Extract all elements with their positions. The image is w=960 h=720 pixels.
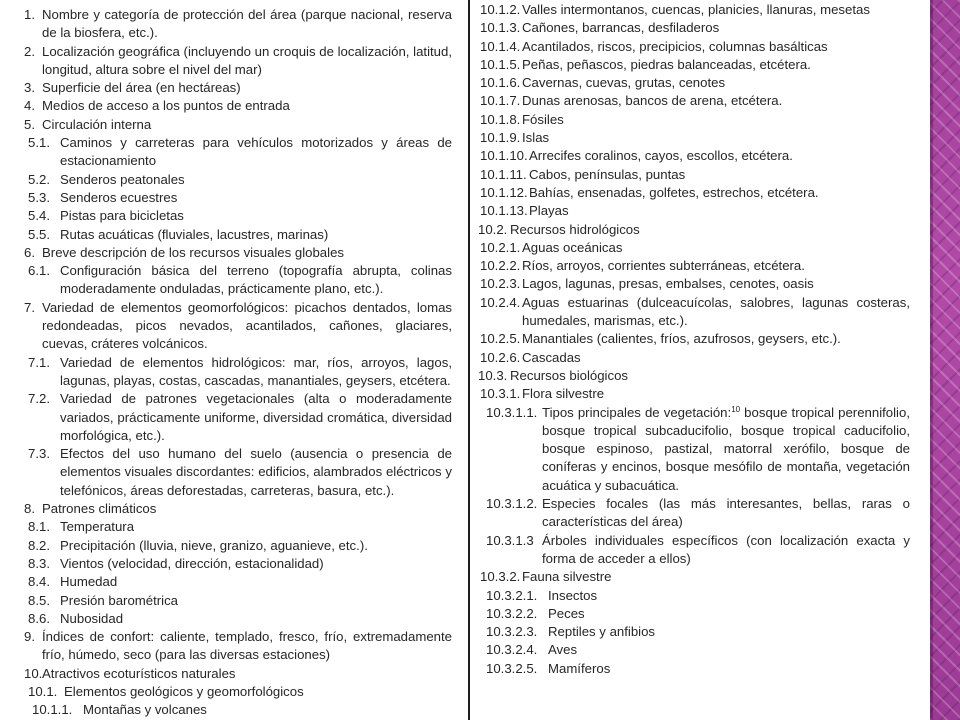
- item-text: Vientos (velocidad, dirección, estacionalidad): [60, 555, 324, 571]
- item-number: 10.1.: [28, 683, 58, 699]
- item-number: 8.6.: [28, 610, 50, 626]
- item-text: Fauna silvestre: [522, 569, 612, 585]
- item-number: 10.3.2.5.: [486, 660, 538, 676]
- item-number: 10.3.1.1.: [486, 404, 538, 420]
- outline-item: [480, 239, 910, 257]
- item-text: Variedad de patrones vegetacionales (alta o moderadamente variados, prácticamente uniforme, diversidad cromática, diversidad morfológica, etc.).: [60, 391, 452, 443]
- item-text: Recursos hidrológicos: [510, 221, 640, 237]
- item-text: Peñas, peñascos, piedras balanceadas, etcétera.: [522, 56, 811, 72]
- item-text: Breve descripción de los recursos visuales globales: [42, 244, 344, 260]
- item-number: 8.2.: [28, 537, 50, 553]
- item-number: 10.2.4.: [480, 294, 521, 310]
- item-text: Manantiales (calientes, fríos, azufrosos, geysers, etc.).: [522, 331, 841, 347]
- item-text: Recursos biológicos: [510, 367, 629, 383]
- outline-item: [24, 116, 452, 134]
- outline-item: [24, 97, 452, 115]
- outline-item: [24, 592, 452, 610]
- outline-item: [480, 38, 910, 56]
- item-text: Acantilados, riscos, precipicios, columnas basálticas: [522, 38, 828, 54]
- outline-item: [24, 628, 452, 665]
- item-number: 10.1.4.: [480, 38, 521, 54]
- item-number: 10.1.7.: [480, 93, 521, 109]
- item-number: 8.5.: [28, 592, 50, 608]
- outline-item: [480, 532, 910, 569]
- outline-item: [24, 445, 452, 500]
- item-number: 10.1.6.: [480, 75, 521, 91]
- outline-item: [480, 1, 910, 19]
- outline-item: [480, 660, 910, 678]
- item-number: 10.3.1.2.: [486, 496, 538, 512]
- item-number: 8.: [24, 501, 35, 517]
- outline-item: [480, 19, 910, 37]
- item-text: Valles intermontanos, cuencas, planicies, llanuras, mesetas: [522, 2, 870, 17]
- item-number: 10.1.11.: [480, 166, 527, 182]
- right-column: [480, 0, 910, 678]
- outline-item: [480, 129, 910, 147]
- outline-item: [24, 518, 452, 536]
- item-text: Presión barométrica: [60, 592, 179, 608]
- outline-item: [24, 6, 452, 43]
- item-number: 1.: [24, 7, 35, 22]
- item-text: Rutas acuáticas (fluviales, lacustres, marinas): [60, 226, 329, 242]
- outline-item: [24, 573, 452, 591]
- item-text: Aves: [548, 642, 578, 658]
- item-text: Reptiles y anfibios: [548, 624, 656, 640]
- column-divider: [468, 0, 470, 720]
- item-text: Árboles individuales específicos (con localización exacta y forma de acceder a ellos): [542, 532, 910, 566]
- item-text: Cañones, barrancas, desfiladeros: [522, 20, 720, 36]
- item-text: Pistas para bicicletas: [60, 208, 184, 224]
- item-number: 4.: [24, 98, 35, 114]
- item-number: 7.1.: [28, 354, 50, 370]
- item-number: 10.1.3.: [480, 20, 521, 36]
- outline-item: [480, 184, 910, 202]
- item-number: 10.2.5.: [480, 331, 521, 347]
- outline-item: [24, 390, 452, 445]
- outline-item: [24, 207, 452, 225]
- outline-item: [24, 537, 452, 555]
- item-text: Cabos, penínsulas, puntas: [529, 166, 686, 182]
- item-number: 8.1.: [28, 519, 50, 535]
- outline-item: [24, 683, 452, 701]
- item-text: Especies focales (las más interesantes, bellas, raras o características del área): [542, 496, 910, 530]
- item-text: Ríos, arroyos, corrientes subterráneas, etcétera.: [522, 258, 805, 274]
- item-number: 7.2.: [28, 391, 50, 407]
- item-number: 8.4.: [28, 574, 50, 590]
- item-number: 10.3.2.1.: [486, 587, 538, 603]
- item-number: 6.1.: [28, 263, 50, 279]
- item-number: 10.1.1.: [32, 702, 73, 718]
- item-text: Playas: [529, 203, 569, 219]
- item-text: Variedad de elementos geomorfológicos: picachos dentados, lomas redondeadas, picos nevados, acantilados, cañones, glaciares, cuevas, cráteres volcánicos.: [42, 299, 452, 352]
- outline-item: [480, 587, 910, 605]
- item-text: Montañas y volcanes: [83, 702, 207, 718]
- item-text: Senderos ecuestres: [60, 189, 178, 205]
- item-number: 10.3.1.3: [486, 532, 534, 548]
- outline-item: [24, 500, 452, 518]
- item-number: 3.: [24, 80, 35, 96]
- item-text: Precipitación (lluvia, nieve, granizo, aguanieve, etc.).: [60, 537, 368, 553]
- item-text: Atractivos ecoturísticos naturales: [42, 665, 236, 681]
- outline-item: [24, 701, 452, 719]
- item-text: Peces: [548, 605, 585, 621]
- left-column: [24, 0, 452, 720]
- item-text: Localización geográfica (incluyendo un croquis de localización, latitud, longitud, altura sobre el nivel del mar): [42, 43, 452, 77]
- item-text: Aguas estuarinas (dulceacuícolas, salobres, lagunas costeras, humedales, marismas, etc.).: [522, 294, 910, 329]
- item-number: 7.3.: [28, 446, 50, 462]
- item-text: Humedad: [60, 574, 118, 590]
- item-text: Arrecifes coralinos, cayos, escollos, etcétera.: [529, 148, 793, 164]
- outline-item: [24, 79, 452, 97]
- item-number: 2.: [24, 43, 35, 59]
- item-number: 5.4.: [28, 208, 50, 224]
- outline-item: [480, 568, 910, 586]
- outline-item: [480, 257, 910, 275]
- item-text: Medios de acceso a los puntos de entrada: [42, 98, 290, 114]
- outline-item: [24, 610, 452, 628]
- outline-item: [480, 623, 910, 641]
- item-text: Caminos y carreteras para vehículos motorizados y áreas de estacionamiento: [60, 135, 452, 169]
- item-number: 10.3.: [478, 367, 508, 383]
- outline-item: [480, 92, 910, 110]
- item-text: Insectos: [548, 587, 598, 603]
- item-number: 10.1.2.: [480, 2, 521, 17]
- outline-item: [24, 299, 452, 354]
- outline-item: [480, 349, 910, 367]
- item-number: 5.5.: [28, 226, 50, 242]
- outline-item: [24, 354, 452, 391]
- decorative-side-band: [930, 0, 960, 720]
- item-number: 10.2.6.: [480, 349, 521, 365]
- item-text: Cascadas: [522, 349, 581, 365]
- outline-item: [24, 171, 452, 189]
- item-number: 10.3.2.4.: [486, 642, 538, 658]
- item-text: Islas: [522, 130, 550, 146]
- item-number: 5.2.: [28, 171, 50, 187]
- item-number: 7.: [24, 299, 35, 315]
- outline-item: [480, 294, 910, 331]
- item-number: 10.: [24, 665, 43, 681]
- item-text: Patrones climáticos: [42, 501, 157, 517]
- outline-item: [480, 605, 910, 623]
- outline-item: [480, 221, 910, 239]
- item-number: 10.1.10.: [480, 148, 528, 164]
- item-text: Mamíferos: [548, 660, 611, 676]
- outline-item: [24, 226, 452, 244]
- item-text: Circulación interna: [42, 116, 152, 132]
- item-text: Cavernas, cuevas, grutas, cenotes: [522, 75, 726, 91]
- item-text: Variedad de elementos hidrológicos: mar, ríos, arroyos, lagos, lagunas, playas, costas, cascadas, manantiales, geysers, etcétera.: [60, 354, 452, 388]
- outline-item: [24, 555, 452, 573]
- item-number: 10.2.1.: [480, 239, 521, 255]
- outline-item: [480, 404, 910, 495]
- item-text: Flora silvestre: [522, 386, 605, 402]
- outline-item: [480, 74, 910, 92]
- outline-item: [24, 134, 452, 171]
- item-number: 5.1.: [28, 135, 50, 151]
- item-text: Índices de confort: caliente, templado, fresco, frío, extremadamente frío, húmedo, seco (para las diversas estaciones): [42, 629, 452, 663]
- item-number: 10.3.2.3.: [486, 624, 538, 640]
- item-number: 10.3.1.: [480, 386, 521, 402]
- item-number: 10.1.9.: [480, 130, 521, 146]
- item-number: 10.3.2.2.: [486, 605, 538, 621]
- item-number: 8.3.: [28, 555, 50, 571]
- item-number: 10.2.2.: [480, 258, 521, 274]
- outline-item: [24, 665, 452, 683]
- outline-item: [480, 330, 910, 348]
- item-number: 10.3.2.: [480, 569, 521, 585]
- outline-item: [480, 495, 910, 532]
- item-number: 10.2.3.: [480, 276, 521, 292]
- outline-item: [480, 385, 910, 403]
- item-text: Senderos peatonales: [60, 171, 185, 187]
- item-number: 10.1.8.: [480, 111, 521, 127]
- outline-item: [24, 244, 452, 262]
- item-text: Lagos, lagunas, presas, embalses, cenotes, oasis: [522, 276, 814, 292]
- outline-item: [480, 202, 910, 220]
- item-text: Efectos del uso humano del suelo (ausencia o presencia de elementos visuales discordantes: edificios, alambrados eléctricos y telefónicos, áreas deforestadas, carreteras, basura, etc.).: [60, 446, 452, 498]
- outline-item: [480, 147, 910, 165]
- outline-item: [24, 189, 452, 207]
- outline-item: [24, 262, 452, 299]
- item-text: Nubosidad: [60, 610, 124, 626]
- item-text: Bahías, ensenadas, golfetes, estrechos, etcétera.: [529, 184, 819, 200]
- item-number: 5.3.: [28, 189, 50, 205]
- item-text: Nombre y categoría de protección del área (parque nacional, reserva de la biosfera, etc.).: [42, 7, 452, 41]
- item-text: Tipos principales de vegetación:$^{10}$ bosque tropical perennifolio, bosque tropical subcaducifolio, bosque tropical caducifolio, bosque espinoso, pastizal, matorral xerófilo, bosque de coníferas y encinos, bosque mesófilo de montaña, vegetación acuática y subacuática.: [542, 404, 910, 493]
- item-number: 6.: [24, 244, 35, 260]
- outline-item: [480, 641, 910, 659]
- item-number: 10.1.5.: [480, 56, 521, 72]
- outline-item: [480, 111, 910, 129]
- item-number: 10.1.13.: [480, 203, 528, 219]
- item-text: Elementos geológicos y geomorfológicos: [64, 683, 304, 699]
- item-number: 10.2.: [478, 221, 508, 237]
- footnote-ref: 10: [731, 404, 741, 414]
- item-text: Dunas arenosas, bancos de arena, etcétera.: [522, 93, 783, 109]
- item-text: Temperatura: [60, 519, 135, 535]
- item-text: Fósiles: [522, 111, 564, 127]
- item-text: Aguas oceánicas: [522, 239, 623, 255]
- item-text: Superficie del área (en hectáreas): [42, 80, 241, 96]
- outline-item: [480, 166, 910, 184]
- outline-item: [24, 43, 452, 80]
- outline-item: [480, 367, 910, 385]
- item-text: Configuración básica del terreno (topografía abrupta, colinas moderadamente onduladas, prácticamente plano, etc.).: [60, 263, 452, 297]
- item-number: 10.1.12.: [480, 184, 528, 200]
- outline-item: [480, 56, 910, 74]
- outline-item: [480, 275, 910, 293]
- item-number: 5.: [24, 116, 35, 132]
- item-number: 9.: [24, 629, 35, 645]
